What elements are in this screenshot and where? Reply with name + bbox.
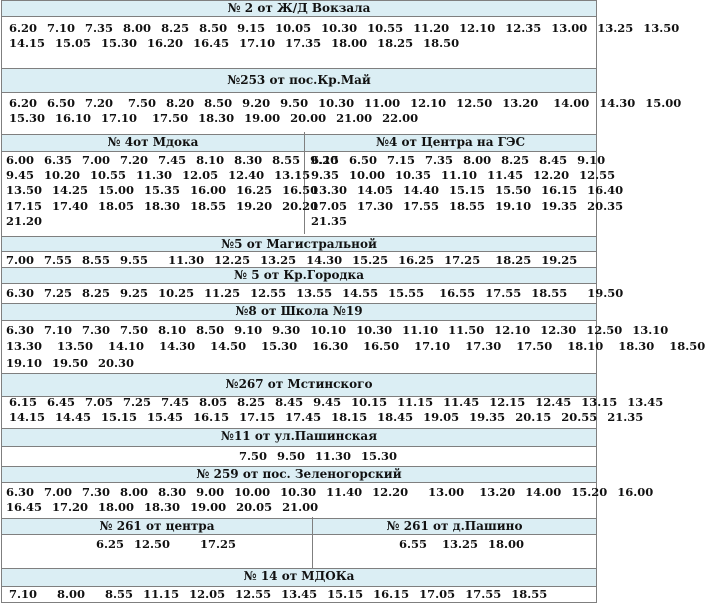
route-8-times-line-2: 13.30 13.50 14.10 14.30 14.50 15.30 16.30 16.50 17.10 17.30 17.50 18.10 18.30 18.50: [6, 339, 705, 353]
route-2-block: [1, 0, 680, 66]
route-5-gorodok-title: № 5 от Кр.Городка: [2, 267, 596, 284]
route-253-times-line-1: 6.20 6.50 7.20 7.50 8.20 8.50 9.20 9.50 10.30 11.00 12.10 12.50 13.20 14.00 14.30 15.00: [9, 96, 682, 110]
route-259-title: № 259 от пос. Зеленогорский: [2, 466, 596, 483]
route-11-title: №11 от ул.Пашинская: [2, 428, 596, 447]
route-267-times-line-1: 6.15 6.45 7.05 7.25 7.45 8.05 8.25 8.45 9.45 10.15 11.15 11.45 12.15 12.45 13.15 13.45: [9, 395, 664, 409]
route-14-block: [1, 568, 597, 603]
route-261-block: [1, 517, 597, 568]
route-253-block: [1, 66, 682, 132]
route-14-title: № 14 от МДОКа: [2, 568, 596, 587]
route-261-pashino-title: № 261 от д.Пашино: [313, 518, 596, 535]
route-4-center-title: №4 от Центра на ГЭС: [305, 134, 596, 152]
route-8-title: №8 от Школа №19: [2, 303, 596, 321]
route-4-mdok-times-line-3: 13.50 14.25 15.00 15.35 16.00 16.25 16.50: [6, 183, 319, 197]
route-4-center-times-line-1: 6.15 6.50 7.15 7.35 8.00 8.25 8.45 9.10: [311, 153, 606, 167]
route-259-times-line-2: 16.45 17.20 18.00 18.30 19.00 20.05 21.00: [6, 500, 319, 514]
route-5-gorodok-times: 6.30 7.25 8.25 9.25 10.25 11.25 12.55 13.55 14.55 15.55 16.55 17.55 18.55 19.50: [6, 286, 624, 300]
route-4-center-times-line-5: 21.35: [311, 214, 348, 228]
route-5-gorodok-block: [1, 267, 624, 301]
route-8-block: [1, 301, 705, 373]
table-bottom-border: [1, 602, 597, 603]
route-261-center-times: 6.25 12.50 17.25: [96, 537, 237, 551]
route-4-mdok-times-line-4: 17.15 17.40 18.05 18.30 18.55 19.20 20.20: [6, 199, 319, 213]
route-2-times-line-1: 6.20 7.10 7.35 8.00 8.25 8.50 9.15 10.05 10.30 10.55 11.20 12.10 12.35 13.00 13.25 13.50: [9, 21, 680, 35]
route-259-times-line-1: 6.30 7.00 7.30 8.00 8.30 9.00 10.00 10.30 11.40 12.20 13.00 13.20 14.00 15.20 16.00: [6, 485, 654, 499]
route-8-times-line-1: 6.30 7.10 7.30 7.50 8.10 8.50 9.10 9.30 10.10 10.30 11.10 11.50 12.10 12.30 12.50 13.10: [6, 323, 669, 337]
route-261-column-divider: [312, 517, 313, 568]
route-267-block: [1, 373, 664, 427]
route-8-times-line-3: 19.10 19.50 20.30: [6, 356, 135, 370]
route-2-times-line-2: 14.15 15.05 15.30 16.20 16.45 17.10 17.35 18.00 18.25 18.50: [9, 36, 460, 50]
route-2-title: № 2 от Ж/Д Вокзала: [2, 0, 596, 17]
route-4-mdok-times-line-1: 6.00 6.35 7.00 7.20 7.45 8.10 8.30 8.55 9.20: [6, 153, 339, 167]
route-261-center-title: № 261 от центра: [2, 518, 312, 535]
route-4-center-times-line-2: 9.35 10.00 10.35 11.10 11.45 12.20 12.55: [311, 168, 616, 182]
route-267-title: №267 от Мстинского: [2, 373, 596, 397]
route-253-title: №253 от пос.Кр.Май: [2, 68, 596, 93]
route-253-times-line-2: 15.30 16.10 17.10 17.50 18.30 19.00 20.00 21.00 22.00: [9, 111, 419, 125]
route-259-block: [1, 465, 654, 517]
route-5-magistral-block: [1, 234, 597, 267]
route-4-block: [1, 132, 624, 234]
route-261-pashino-times: 6.55 13.25 18.00: [399, 537, 525, 551]
route-267-times-line-2: 14.15 14.45 15.15 15.45 16.15 17.15 17.45 18.15 18.45 19.05 19.35 20.15 20.55 21.35: [9, 410, 644, 424]
route-14-times: 7.10 8.00 8.55 11.15 12.05 12.55 13.45 15.15 16.15 17.05 17.55 18.55: [9, 587, 548, 601]
route-4-mdok-times-line-5: 21.20: [6, 214, 43, 228]
route-4-mdok-times-line-2: 9.45 10.20 10.55 11.30 12.05 12.40 13.15: [6, 168, 311, 182]
route-4-mdok-title: № 4от Мдока: [2, 134, 304, 152]
route-11-block: [1, 427, 597, 465]
route-4-center-times-line-3: 13.30 14.05 14.40 15.15 15.50 16.15 16.40: [311, 183, 624, 197]
bus-schedule-sheet: [1, 0, 705, 603]
route-5-magistral-title: №5 от Магистральной: [2, 236, 596, 252]
route-5-magistral-times: 7.00 7.55 8.55 9.55 11.30 12.25 13.25 14.30 15.25 16.25 17.25 18.25 19.25: [6, 253, 578, 267]
route-4-center-times-line-4: 17.05 17.30 17.55 18.55 19.10 19.35 20.35: [311, 199, 624, 213]
route-11-times: 7.50 9.50 11.30 15.30: [239, 449, 398, 463]
